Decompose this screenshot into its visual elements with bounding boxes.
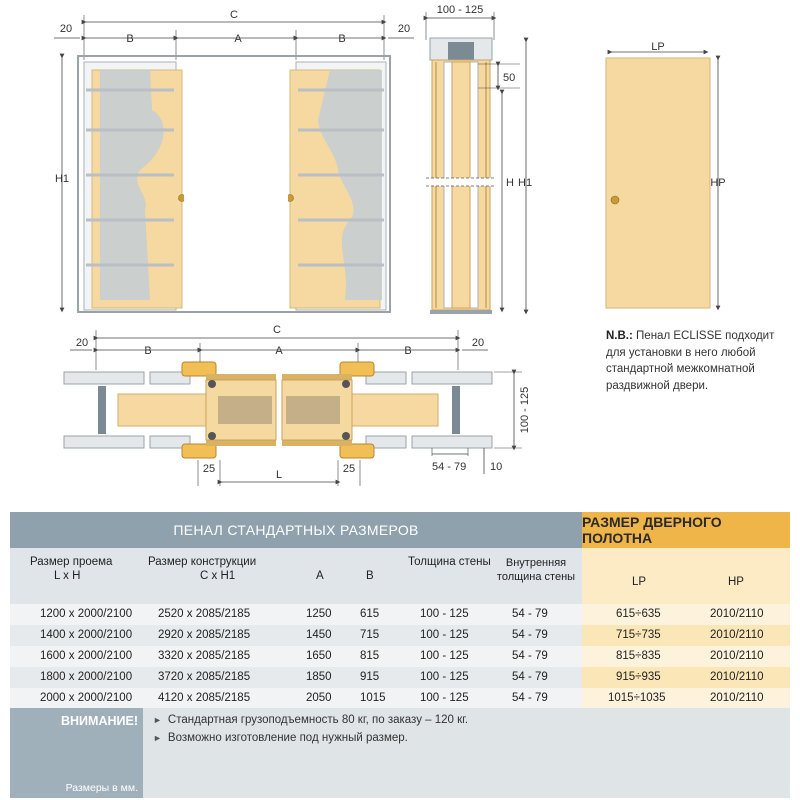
plan-view bbox=[64, 324, 531, 486]
cell-b: 815 bbox=[360, 650, 380, 662]
header-lp: LP bbox=[632, 576, 647, 588]
cell-hp: 2010/2110 bbox=[710, 692, 764, 704]
cell-wall: 100 - 125 bbox=[420, 671, 469, 683]
dim-20-left-front: 20 bbox=[59, 23, 73, 35]
cell-lp: 915÷935 bbox=[616, 671, 661, 683]
header-b: B bbox=[366, 570, 374, 582]
header-inner-1: Внутренняя bbox=[505, 557, 567, 569]
header-a: A bbox=[316, 570, 324, 582]
cell-wall: 100 - 125 bbox=[420, 629, 469, 641]
header-hp: HP bbox=[728, 576, 744, 588]
cell-lp: 1015÷1035 bbox=[608, 692, 666, 704]
warning-item bbox=[153, 732, 408, 744]
dim-lp-door: LP bbox=[651, 41, 665, 53]
bullet-icon: ► bbox=[153, 715, 162, 725]
bullet-icon: ► bbox=[153, 733, 162, 743]
dim-25-right-plan: 25 bbox=[342, 463, 356, 475]
warning-title: ВНИМАНИЕ! bbox=[61, 714, 138, 728]
cell-opening: 1200 x 2000/2100 bbox=[40, 608, 133, 620]
cell-hp: 2010/2110 bbox=[710, 629, 764, 641]
cell-inner: 54 - 79 bbox=[512, 650, 548, 662]
header-construction-unit: C x H1 bbox=[200, 570, 236, 582]
table-row bbox=[10, 646, 790, 667]
warning-item-text: Стандартная грузоподъемность 80 кг, по заказу – 120 кг. bbox=[167, 714, 469, 726]
side-section bbox=[426, 4, 532, 314]
dim-c-front: C bbox=[230, 9, 238, 21]
dim-b-left-plan: B bbox=[144, 345, 152, 357]
cell-opening: 1400 x 2000/2100 bbox=[40, 629, 133, 641]
dim-a-plan: A bbox=[275, 345, 283, 357]
dim-20-right-plan: 20 bbox=[471, 337, 485, 349]
nb-line-1: Пенал ECLISSE подходит bbox=[632, 330, 775, 342]
table-row bbox=[10, 604, 790, 625]
dim-h-section: H bbox=[506, 177, 514, 189]
cell-wall: 100 - 125 bbox=[420, 608, 469, 620]
cell-opening: 1600 x 2000/2100 bbox=[40, 650, 133, 662]
header-wall: Толщина стены bbox=[408, 556, 491, 568]
cell-wall: 100 - 125 bbox=[420, 650, 469, 662]
warning-item-text: Возможно изготовление под нужный размер. bbox=[167, 732, 408, 744]
dim-inner-plan: 54 - 79 bbox=[432, 461, 467, 473]
dim-20-left-plan: 20 bbox=[75, 337, 89, 349]
column-headers-right bbox=[582, 548, 790, 604]
cell-opening: 1800 x 2000/2100 bbox=[40, 671, 133, 683]
warning-item bbox=[153, 714, 468, 726]
cell-b: 715 bbox=[360, 629, 380, 641]
cell-hp: 2010/2110 bbox=[710, 650, 764, 662]
cell-b: 1015 bbox=[360, 692, 386, 704]
cell-lp: 815÷835 bbox=[616, 650, 661, 662]
cell-opening: 2000 x 2000/2100 bbox=[40, 692, 133, 704]
dim-a-front: A bbox=[234, 33, 242, 45]
cell-construction: 2920 x 2085/2185 bbox=[158, 629, 251, 641]
cell-a: 1450 bbox=[306, 629, 332, 641]
dim-20-right-front: 20 bbox=[397, 23, 411, 35]
cell-construction: 3720 x 2085/2185 bbox=[158, 671, 251, 683]
dim-h1-front: H1 bbox=[54, 173, 70, 185]
table-row bbox=[10, 625, 790, 646]
header-construction: Размер конструкции bbox=[148, 556, 257, 568]
cell-hp: 2010/2110 bbox=[710, 671, 764, 683]
nb-note bbox=[606, 328, 796, 394]
cell-b: 915 bbox=[360, 671, 380, 683]
nb-line-4: раздвижной двери. bbox=[606, 379, 709, 392]
cell-construction: 4120 x 2085/2185 bbox=[158, 692, 251, 704]
cell-a: 2050 bbox=[306, 692, 332, 704]
nb-line-3: стандартной межкомнатной bbox=[606, 363, 755, 375]
dim-b-left-front: B bbox=[126, 33, 134, 45]
cell-lp: 615÷635 bbox=[616, 608, 661, 620]
front-elevation bbox=[54, 9, 414, 312]
header-inner bbox=[496, 556, 576, 584]
cell-a: 1250 bbox=[306, 608, 332, 620]
dim-b-right-plan: B bbox=[404, 345, 412, 357]
cell-lp: 715÷735 bbox=[616, 629, 661, 641]
warning-title-box bbox=[10, 708, 143, 798]
nb-prefix: N.B.: bbox=[606, 330, 633, 342]
cell-construction: 3320 x 2085/2185 bbox=[158, 650, 251, 662]
warning-panel bbox=[10, 708, 790, 798]
dim-h1-section: H1 bbox=[518, 177, 533, 189]
cell-inner: 54 - 79 bbox=[512, 692, 548, 704]
cell-wall: 100 - 125 bbox=[420, 692, 469, 704]
table-title-right: РАЗМЕР ДВЕРНОГО ПОЛОТНА bbox=[582, 512, 790, 548]
cell-inner: 54 - 79 bbox=[512, 629, 548, 641]
dim-50-section: 50 bbox=[503, 72, 516, 84]
door-leaf bbox=[606, 41, 726, 308]
dim-width-section: 100 - 125 bbox=[436, 4, 484, 16]
cell-a: 1650 bbox=[306, 650, 332, 662]
table-title-left: ПЕНАЛ СТАНДАРТНЫХ РАЗМЕРОВ bbox=[10, 512, 582, 548]
dim-25-left-plan: 25 bbox=[202, 463, 216, 475]
dim-10-plan: 10 bbox=[490, 461, 503, 473]
column-headers-left bbox=[10, 548, 582, 604]
header-opening-unit: L x H bbox=[54, 570, 81, 582]
cell-inner: 54 - 79 bbox=[512, 608, 548, 620]
units-note: Размеры в мм. bbox=[65, 782, 138, 794]
dim-c-plan: C bbox=[273, 324, 281, 336]
dim-b-right-front: B bbox=[338, 33, 346, 45]
size-table bbox=[10, 512, 790, 798]
cell-inner: 54 - 79 bbox=[512, 671, 548, 683]
nb-line-2: для установки в него любой bbox=[606, 346, 756, 359]
table-row bbox=[10, 688, 790, 709]
cell-hp: 2010/2110 bbox=[710, 608, 764, 620]
cell-construction: 2520 x 2085/2185 bbox=[158, 608, 251, 620]
header-opening: Размер проема bbox=[30, 556, 113, 568]
dim-l-plan: L bbox=[275, 469, 283, 481]
cell-b: 615 bbox=[360, 608, 380, 620]
cell-a: 1850 bbox=[306, 671, 332, 683]
dim-width-plan: 100 - 125 bbox=[519, 386, 531, 434]
dim-hp-door: HP bbox=[710, 177, 726, 189]
table-row bbox=[10, 667, 790, 688]
header-inner-2: толщина стены bbox=[496, 571, 576, 583]
